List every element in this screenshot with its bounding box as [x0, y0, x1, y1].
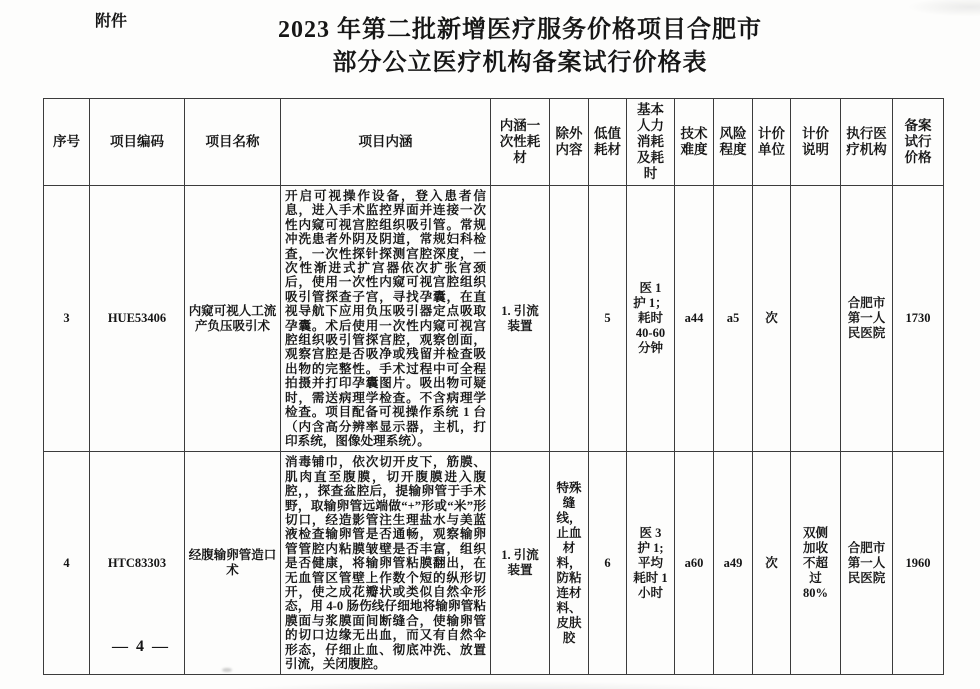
col-header-technical-difficulty: 技术难度 [675, 99, 714, 186]
col-header-labor: 基本人力消耗及耗时 [627, 99, 675, 186]
cell-code: HTC83303 [90, 452, 185, 675]
col-header-seq: 序号 [44, 99, 90, 186]
col-header-name: 项目名称 [185, 99, 281, 186]
price-table [43, 98, 944, 675]
cell-labor: 医 3 护 1;平均耗时 1 小时 [627, 452, 675, 675]
cell-institution: 合肥市第一人民医院 [841, 186, 893, 452]
cell-pricing-unit: 次 [753, 186, 791, 452]
col-header-pricing-note: 计价说明 [791, 99, 841, 186]
cell-excluded [550, 186, 589, 452]
cell-technical-difficulty: a60 [675, 452, 714, 675]
col-header-excluded: 除外内容 [550, 99, 589, 186]
cell-trial-price: 1730 [893, 186, 944, 452]
cell-risk-level: a49 [714, 452, 753, 675]
col-header-trial-price: 备案试行价格 [893, 99, 944, 186]
cell-excluded: 特殊缝线，止血材料，防粘连材料、皮肤胶 [550, 452, 589, 675]
cell-trial-price: 1960 [893, 452, 944, 675]
attachment-label: 附件 [95, 13, 128, 30]
cell-included-consumables: 1. 引流装置 [491, 452, 550, 675]
cell-content: 开启可视操作设备，登入患者信息，进入手术监控界面并连接一次性内窥可视宫腔组织吸引管。常规冲洗患者外阴及阴道，常规妇科检查，一次性探针探测宫腔深度，一次性渐进式扩宫器依次扩张宫颈后，使用一次性内窥可视宫腔组织吸引管探查子宫，寻找孕囊，在直视导航下应用负压吸引器定点吸取孕囊。术后使用一次性内窥可视宫腔组织吸引管探宫腔，观察创面，观察宫腔是否吸净或残留并检查吸出物的完整性。手术过程中可全程拍摄并打印孕囊图片。吸出物可疑时，需送病理学检查。不含病理学检查。项目配备可视操作系统 1 台（内含高分辨率显示器，主机，打印系统，图像处理系统）。 [281, 186, 491, 452]
cell-name: 经腹输卵管造口术 [185, 452, 281, 675]
cell-name: 内窥可视人工流产负压吸引术 [185, 186, 281, 452]
table-row [44, 186, 944, 452]
cell-technical-difficulty: a44 [675, 186, 714, 452]
table-row [44, 452, 944, 675]
title-line-1: 2023 年第二批新增医疗服务价格项目合肥市 [278, 17, 762, 43]
scan-smudge [222, 668, 232, 672]
col-header-institution: 执行医疗机构 [841, 99, 893, 186]
col-header-risk-level: 风险程度 [714, 99, 753, 186]
page-number: — 4 — [112, 638, 170, 655]
cell-seq: 3 [44, 186, 90, 452]
col-header-content: 项目内涵 [281, 99, 491, 186]
cell-code: HUE53406 [90, 186, 185, 452]
col-header-pricing-unit: 计价单位 [753, 99, 791, 186]
document-title [80, 14, 960, 80]
title-line-2: 部分公立医疗机构备案试行价格表 [332, 50, 708, 76]
cell-institution: 合肥市第一人民医院 [841, 452, 893, 675]
cell-seq: 4 [44, 452, 90, 675]
cell-content: 消毒铺巾，依次切开皮下，筋膜、肌肉直至腹膜，切开腹膜进入腹腔，，探查盆腔后，提输卵管于手术野，取输卵管远端做“+”形或“米”形切口，经造影管注生理盐水与美蓝液检查输卵管是否通畅，观察输卵管管腔内粘膜皱壁是否丰富，组织是否健康，将输卵管粘膜翻出，在无血管区管壁上作数个短的纵形切开，使之成花瓣状或类似自然伞形态，用 4-0 肠伤线仔细地将输卵管粘膜面与浆膜面间断缝合，使输卵管的切口边缘无出血，而又有自然伞形态，仔细止血、彻底冲洗、放置引流，关闭腹腔。 [281, 452, 491, 675]
col-header-included-consumables: 内涵一次性耗材 [491, 99, 550, 186]
cell-labor: 医 1 护 1；耗时 40-60 分钟 [627, 186, 675, 452]
cell-pricing-note [791, 186, 841, 452]
cell-low-value-consumables: 5 [589, 186, 627, 452]
cell-risk-level: a5 [714, 186, 753, 452]
cell-included-consumables: 1. 引流装置 [491, 186, 550, 452]
cell-pricing-unit: 次 [753, 452, 791, 675]
cell-pricing-note: 双侧加收不超过 80% [791, 452, 841, 675]
header-row [44, 99, 944, 186]
cell-low-value-consumables: 6 [589, 452, 627, 675]
col-header-code: 项目编码 [90, 99, 185, 186]
col-header-low-value-consumables: 低值耗材 [589, 99, 627, 186]
